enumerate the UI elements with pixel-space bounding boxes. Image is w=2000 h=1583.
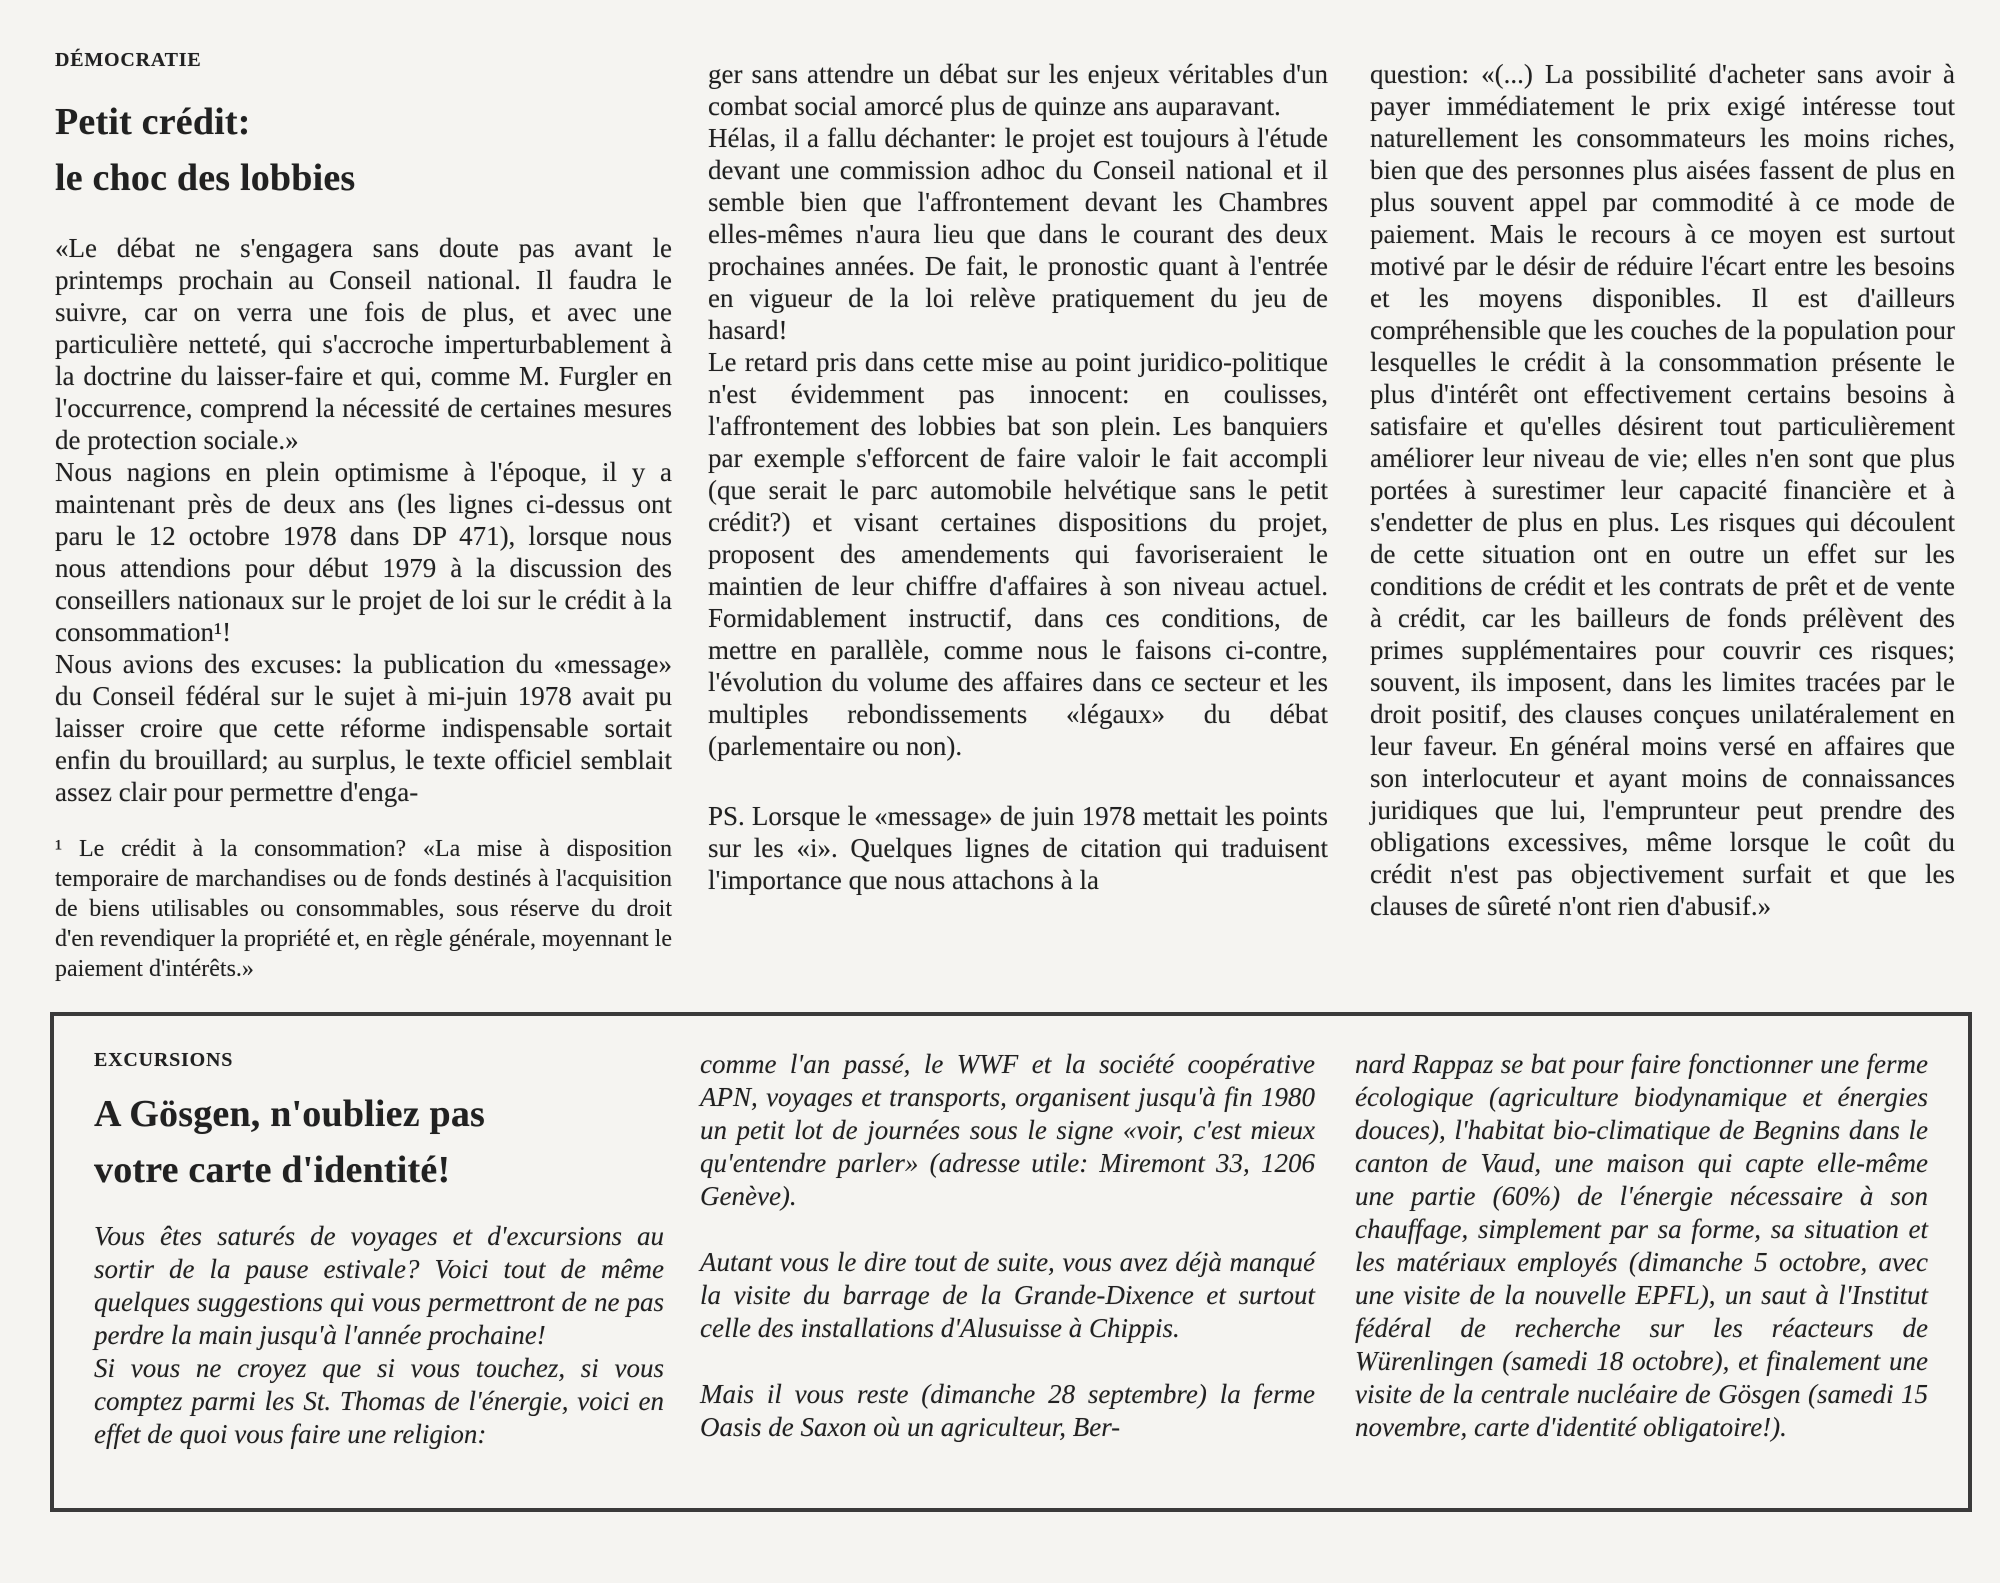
- excursions-col2-paragraph: Mais il vous reste (dimanche 28 septembre) la ferme Oasis de Saxon où un agriculteur, Ber-: [700, 1379, 1315, 1442]
- democratie-col2-paragraph: ger sans attendre un débat sur les enjeux véritables d'un combat social amorcé plus de quinze ans auparavant.: [708, 59, 1328, 121]
- excursions-headline-line2: votre carte d'identité!: [94, 1149, 451, 1191]
- democratie-col1-paragraph: Nous nagions en plein optimisme à l'époque, il y a maintenant près de deux ans (les lignes ci-dessus ont paru le 12 octobre 1978 dans DP 471), lorsque nous nous attendions pour début 1979 à la discussion des conseillers nationaux sur le projet de loi sur le crédit à la consommation¹!: [55, 457, 672, 647]
- excursions-column-3: [1355, 1048, 1928, 1444]
- democratie-column-1: [55, 48, 672, 984]
- democratie-kicker: DÉMOCRATIE: [55, 49, 202, 71]
- democratie-col2-paragraph: Le retard pris dans cette mise au point juridico-politique n'est évidemment pas innocent: en coulisses, l'affrontement des lobbies bat son plein. Les banquiers par exemple s'efforcent de faire valoir le fait accompli (que serait le parc automobile helvétique sans le petit crédit?) et visant certaines dispositions du projet, proposent des amendements qui favoriseraient le maintien de leur chiffre d'affaires à son niveau actuel. Formidablement instructif, dans ces conditions, de mettre en parallèle, comme nous le faisons ci-contre, l'évolution du volume des affaires dans ce secteur et les multiples rebondissements «légaux» du débat (parlementaire ou non).: [708, 347, 1328, 761]
- democratie-col3-paragraph: question: «(...) La possibilité d'acheter sans avoir à payer immédiatement le prix exigé intéresse tout naturellement les consommateurs les moins riches, bien que des personnes plus aisées fassent de plus en plus souvent appel par commodité à ce mode de paiement. Mais le recours à ce moyen est surtout motivé par le désir de réduire l'écart entre les besoins et les moyens disponibles. Il est d'ailleurs compréhensible que les couches de la population pour lesquelles le crédit à la consommation présente le plus d'intérêt ont effectivement certains besoins à satisfaire et qu'elles désirent tout particulièrement améliorer leur niveau de vie; elles n'en sont que plus portées à surestimer leur capacité financière et à s'endetter de plus en plus. Les risques qui découlent de cette situation ont en outre un effet sur les conditions de crédit et les contrats de prêt et de vente à crédit, car les bailleurs de fonds prélèvent des primes supplémentaires pour couvrir ces risques; souvent, ils imposent, dans les limites tracées par le droit positif, des clauses conçues unilatéralement en leur faveur. En général moins versé en affaires que son interlocuteur et ayant moins de connaissances juridiques que lui, l'emprunteur peut prendre des obligations excessives, même lorsque le coût du crédit n'est pas objectivement surfait et que les clauses de sûreté n'ont rien d'abusif.»: [1370, 59, 1955, 921]
- excursions-column-1: [94, 1048, 664, 1451]
- democratie-footnote: ¹ Le crédit à la consommation? «La mise à disposition temporaire de marchandises ou de fonds destinés à l'acquisition de biens utilisables ou consommables, sous réserve du droit d'en revendiquer la propriété et, en règle générale, moyennant le paiement d'intérêts.»: [55, 836, 672, 982]
- excursions-col1-paragraph: Si vous ne croyez que si vous touchez, si vous comptez parmi les St. Thomas de l'énergie, voici en effet de quoi vous faire une religion:: [94, 1353, 664, 1449]
- article-excursions-box: [50, 1012, 1972, 1512]
- democratie-column-3: [1370, 48, 1955, 922]
- excursions-headline: [94, 1086, 664, 1198]
- democratie-col1-paragraph: «Le débat ne s'engagera sans doute pas avant le printemps prochain au Conseil national. Il faudra le suivre, car on verra une fois de plus, et avec une particulière netteté, qui s'accroche imperturbablement à la doctrine du laisser-faire et qui, comme M. Furgler en l'occurrence, comprend la nécessité de certaines mesures de protection sociale.»: [55, 233, 672, 455]
- democratie-headline: [55, 94, 672, 206]
- democratie-col2-paragraph: Hélas, il a fallu déchanter: le projet est toujours à l'étude devant une commission adhoc du Conseil national et il semble bien que l'affrontement devant les Chambres elles-mêmes n'aura lieu que dans le courant des deux prochaines années. De fait, le pronostic quant à l'entrée en vigueur de la loi relève pratiquement du jeu de hasard!: [708, 123, 1328, 345]
- excursions-headline-line1: A Gösgen, n'oubliez pas: [94, 1093, 486, 1135]
- excursions-kicker: EXCURSIONS: [94, 1049, 234, 1071]
- excursions-col1-paragraph: Vous êtes saturés de voyages et d'excursions au sortir de la pause estivale? Voici tout de même quelques suggestions qui vous permettront de ne pas perdre la main jusqu'à l'année prochaine!: [94, 1221, 664, 1350]
- democratie-column-2: [708, 48, 1328, 896]
- excursions-col3-paragraph: nard Rappaz se bat pour faire fonctionner une ferme écologique (agriculture biodynamique et énergies douces), l'habitat bio-climatique de Begnins dans le canton de Vaud, une maison qui capte elle-même une partie (60%) de l'énergie nécessaire à son chauffage, simplement par sa forme, sa situation et les matériaux employés (dimanche 5 octobre, avec une visite de la nouvelle EPFL), un saut à l'Institut fédéral de recherche sur les réacteurs de Würenlingen (samedi 18 octobre), et finalement une visite de la centrale nucléaire de Gösgen (samedi 15 novembre, carte d'identité obligatoire!).: [1355, 1049, 1928, 1442]
- democratie-headline-line1: Petit crédit:: [55, 101, 251, 143]
- democratie-postscript: PS. Lorsque le «message» de juin 1978 mettait les points sur les «i». Quelques lignes de citation qui traduisent l'importance que nous attachons à la: [708, 801, 1328, 895]
- excursions-column-2: [700, 1048, 1315, 1444]
- excursions-col2-paragraph: Autant vous le dire tout de suite, vous avez déjà manqué la visite du barrage de la Grande-Dixence et surtout celle des installations d'Alusuisse à Chippis.: [700, 1247, 1315, 1343]
- democratie-headline-line2: le choc des lobbies: [55, 157, 356, 199]
- excursions-col2-paragraph: comme l'an passé, le WWF et la société coopérative APN, voyages et transports, organisent jusqu'à fin 1980 un petit lot de journées sous le signe «voir, c'est mieux qu'entendre parler» (adresse utile: Miremont 33, 1206 Genève).: [700, 1049, 1315, 1211]
- democratie-col1-paragraph: Nous avions des excuses: la publication du «message» du Conseil fédéral sur le sujet à mi-juin 1978 avait pu laisser croire que cette réforme indispensable sortait enfin du brouillard; au surplus, le texte officiel semblait assez clair pour permettre d'enga-: [55, 649, 672, 807]
